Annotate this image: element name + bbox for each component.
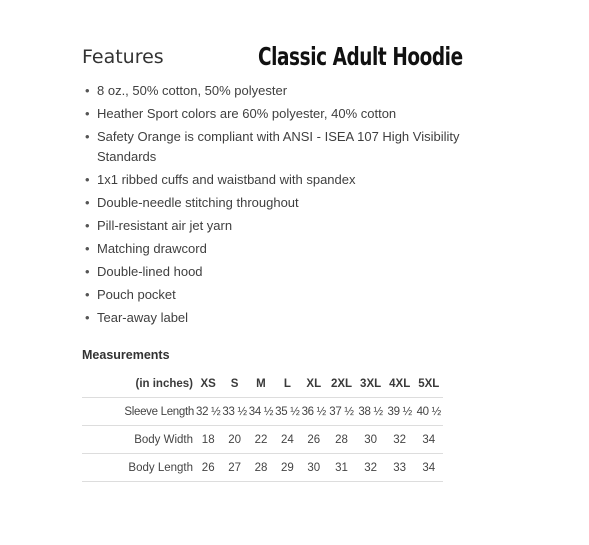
size-header: S [230, 377, 239, 390]
table-cell: 26 [301, 426, 327, 454]
row-label: Body Length [82, 454, 195, 482]
table-row [82, 398, 443, 426]
feature-item: • 8 oz., 50% cotton, 50% polyester [85, 81, 465, 101]
feature-item: • Heather Sport colors are 60% polyester, 40% cotton [85, 104, 465, 124]
size-header: 4XL [389, 377, 411, 390]
table-cell: 31 [327, 454, 356, 482]
table-cell: 30 [356, 426, 385, 454]
table-cell: 32 ½ [195, 398, 221, 426]
table-cell: 27 [221, 454, 247, 482]
features-heading: Features [82, 46, 164, 68]
table-cell: 22 [248, 426, 274, 454]
table-cell: 34 [414, 454, 443, 482]
table-cell: 37 ½ [327, 398, 356, 426]
size-header: 3XL [360, 377, 382, 390]
table-cell: 33 ½ [221, 398, 247, 426]
feature-list [85, 81, 465, 331]
feature-item: • Double-needle stitching throughout [85, 193, 465, 213]
table-cell: 32 [385, 426, 414, 454]
table-cell: 28 [248, 454, 274, 482]
row-label: Body Width [82, 426, 195, 454]
size-header-row [82, 370, 443, 398]
feature-item: • Pill-resistant air jet yarn [85, 216, 465, 236]
table-cell: 35 ½ [274, 398, 300, 426]
table-row [82, 426, 443, 454]
feature-item: • 1x1 ribbed cuffs and waistband with spandex [85, 170, 465, 190]
table-cell: 26 [195, 454, 221, 482]
product-title: Classic Adult Hoodie [258, 42, 463, 71]
table-cell: 34 [414, 426, 443, 454]
size-header: L [283, 377, 291, 390]
row-label: Sleeve Length [82, 398, 195, 426]
size-header: M [256, 377, 266, 390]
table-cell: 28 [327, 426, 356, 454]
feature-item: • Pouch pocket [85, 285, 465, 305]
table-cell: 34 ½ [248, 398, 274, 426]
table-cell: 18 [195, 426, 221, 454]
table-cell: 39 ½ [385, 398, 414, 426]
table-cell: 32 [356, 454, 385, 482]
table-row [82, 454, 443, 482]
feature-item: • Matching drawcord [85, 239, 465, 259]
table-cell: 36 ½ [301, 398, 327, 426]
table-cell: 33 [385, 454, 414, 482]
table-cell: 20 [221, 426, 247, 454]
feature-item: • Safety Orange is compliant with ANSI - ISEA 107 High Visibility Standards [85, 127, 465, 167]
table-cell: 38 ½ [356, 398, 385, 426]
unit-label: (in inches) [135, 377, 193, 390]
feature-item: • Tear-away label [85, 308, 465, 328]
measurements-heading: Measurements [82, 348, 170, 362]
size-header: XL [306, 377, 322, 390]
table-cell: 30 [301, 454, 327, 482]
feature-item: • Double-lined hood [85, 262, 465, 282]
size-table [82, 370, 443, 482]
size-header: 2XL [330, 377, 353, 390]
table-cell: 29 [274, 454, 300, 482]
table-cell: 40 ½ [414, 398, 443, 426]
size-header: 5XL [418, 377, 440, 390]
size-header: XS [200, 377, 216, 390]
table-cell: 24 [274, 426, 300, 454]
